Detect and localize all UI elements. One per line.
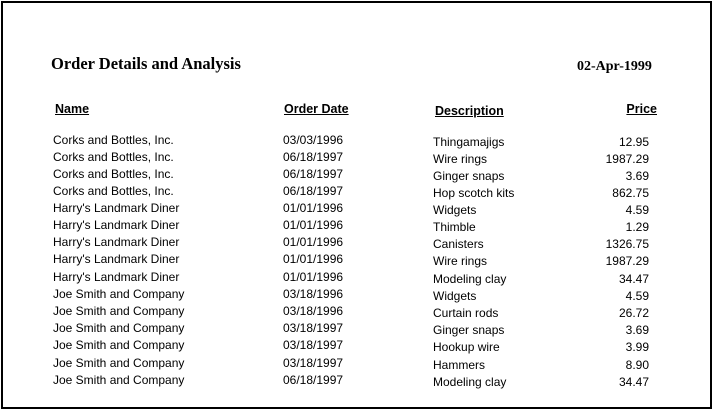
table-row bbox=[3, 321, 708, 338]
report-date: 02-Apr-1999 bbox=[577, 59, 652, 74]
cell-description: Thimble bbox=[433, 220, 476, 234]
cell-price: 3.69 bbox=[625, 323, 649, 337]
table-row bbox=[3, 304, 708, 321]
cell-order-date: 03/03/1996 bbox=[283, 133, 344, 147]
cell-description: Hookup wire bbox=[433, 340, 500, 354]
cell-price: 34.47 bbox=[618, 374, 649, 389]
cell-name: Joe Smith and Company bbox=[53, 321, 185, 335]
table-row bbox=[3, 270, 708, 287]
cell-name: Harry's Landmark Diner bbox=[53, 218, 180, 232]
cell-description: Modeling clay bbox=[433, 271, 507, 286]
cell-order-date: 03/18/1997 bbox=[283, 338, 344, 352]
cell-order-date: 06/18/1997 bbox=[283, 372, 344, 387]
cell-order-date: 01/01/1996 bbox=[283, 201, 344, 215]
cell-description: Widgets bbox=[433, 203, 477, 217]
cell-description: Wire rings bbox=[433, 254, 488, 268]
report-frame bbox=[1, 1, 712, 409]
cell-price: 4.59 bbox=[625, 203, 649, 217]
table-row bbox=[3, 167, 708, 184]
cell-price: 1987.29 bbox=[605, 152, 649, 166]
column-header-description: Description bbox=[435, 104, 504, 118]
cell-price: 8.90 bbox=[625, 357, 649, 372]
cell-name: Corks and Bottles, Inc. bbox=[53, 133, 174, 147]
cell-price: 34.47 bbox=[618, 271, 649, 286]
cell-price: 26.72 bbox=[618, 306, 649, 320]
cell-order-date: 01/01/1996 bbox=[283, 235, 344, 249]
cell-name: Corks and Bottles, Inc. bbox=[53, 167, 174, 181]
table-row bbox=[3, 373, 708, 390]
report-title: Order Details and Analysis bbox=[51, 54, 241, 73]
cell-name: Harry's Landmark Diner bbox=[53, 269, 180, 284]
cell-price: 4.59 bbox=[625, 288, 649, 303]
cell-price: 3.99 bbox=[625, 340, 649, 354]
cell-order-date: 01/01/1996 bbox=[283, 218, 344, 232]
cell-name: Joe Smith and Company bbox=[53, 355, 185, 370]
column-header-price: Price bbox=[626, 102, 657, 116]
cell-order-date: 03/18/1997 bbox=[283, 355, 344, 370]
cell-order-date: 01/01/1996 bbox=[283, 252, 344, 266]
cell-name: Joe Smith and Company bbox=[53, 286, 185, 301]
cell-price: 1.29 bbox=[625, 220, 649, 234]
cell-order-date: 06/18/1997 bbox=[283, 150, 344, 164]
cell-description: Hop scotch kits bbox=[433, 186, 515, 200]
cell-price: 12.95 bbox=[618, 135, 649, 149]
cell-order-date: 03/18/1996 bbox=[283, 304, 344, 318]
table-row bbox=[3, 356, 708, 373]
cell-order-date: 06/18/1997 bbox=[283, 167, 344, 181]
column-header-order-date: Order Date bbox=[284, 102, 349, 116]
table-row bbox=[3, 287, 708, 304]
cell-price: 862.75 bbox=[612, 186, 649, 200]
cell-description: Ginger snaps bbox=[433, 323, 505, 337]
cell-description: Modeling clay bbox=[433, 374, 507, 389]
cell-order-date: 03/18/1996 bbox=[283, 286, 344, 301]
cell-description: Thingamajigs bbox=[433, 135, 505, 149]
cell-description: Ginger snaps bbox=[433, 169, 505, 183]
cell-description: Curtain rods bbox=[433, 306, 499, 320]
cell-description: Widgets bbox=[433, 288, 477, 303]
table-row bbox=[3, 338, 708, 355]
cell-description: Hammers bbox=[433, 357, 486, 372]
cell-name: Joe Smith and Company bbox=[53, 338, 185, 352]
table-row bbox=[3, 150, 708, 167]
cell-description: Wire rings bbox=[433, 152, 488, 166]
cell-price: 3.69 bbox=[625, 169, 649, 183]
cell-name: Corks and Bottles, Inc. bbox=[53, 150, 174, 164]
cell-order-date: 01/01/1996 bbox=[283, 269, 344, 284]
cell-price: 1987.29 bbox=[605, 254, 649, 268]
cell-order-date: 03/18/1997 bbox=[283, 321, 344, 335]
cell-price: 1326.75 bbox=[605, 237, 649, 251]
cell-name: Joe Smith and Company bbox=[53, 372, 185, 387]
column-header-name: Name bbox=[55, 102, 90, 116]
cell-description: Canisters bbox=[433, 237, 484, 251]
cell-name: Corks and Bottles, Inc. bbox=[53, 184, 174, 198]
cell-name: Harry's Landmark Diner bbox=[53, 235, 180, 249]
table-row bbox=[3, 218, 708, 235]
table-row bbox=[3, 184, 708, 201]
table-row bbox=[3, 235, 708, 252]
cell-name: Harry's Landmark Diner bbox=[53, 252, 180, 266]
cell-name: Harry's Landmark Diner bbox=[53, 201, 180, 215]
cell-name: Joe Smith and Company bbox=[53, 304, 185, 318]
table-row bbox=[3, 133, 708, 150]
table-row bbox=[3, 252, 708, 269]
table-row bbox=[3, 201, 708, 218]
cell-order-date: 06/18/1997 bbox=[283, 184, 344, 198]
